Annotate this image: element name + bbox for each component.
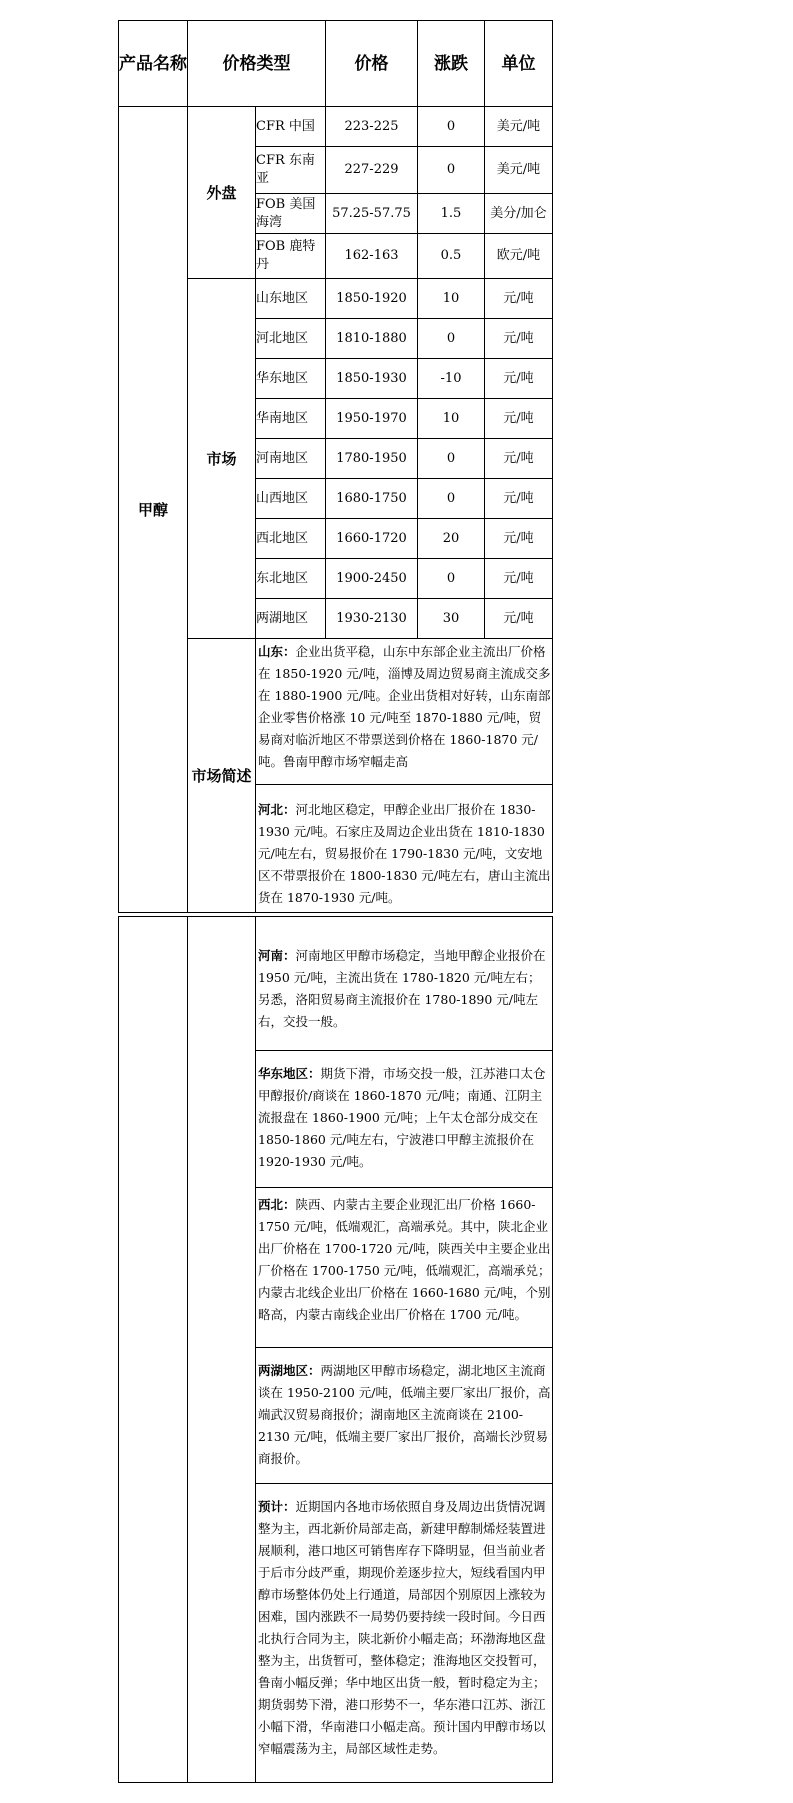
header-change: 涨跌 xyxy=(418,21,485,107)
row-label: 华南地区 xyxy=(256,399,326,439)
summary-region: 河北： xyxy=(258,802,296,817)
row-change: 0 xyxy=(418,319,485,359)
row-label: FOB 鹿特丹 xyxy=(256,234,326,279)
row-change: 30 xyxy=(418,599,485,639)
summary-hubei-hunan xyxy=(256,1348,553,1484)
summary-northwest xyxy=(256,1188,553,1348)
summary-text: 近期国内各地市场依照自身及周边出货情况调整为主，西北新价局部走高，新建甲醇制烯烃装置进展顺利，港口地区可销售库存下降明显，但当前业者于后市分歧严重，期现价差逐步拉大，短线看国内甲醇市场整体仍处上行通道，局部因个别原因上涨较为困难，国内涨跌不一局势仍要持续一段时间。今日西北执行合同为主，陕北新价小幅走高；环渤海地区盘整为主，出货暂可，整体稳定；淮海地区交投暂可，鲁南小幅反弹；华中地区出货一般，暂时稳定为主；期货弱势下滑，港口形势不一，华东港口江苏、浙江小幅下滑，华南港口小幅走高。预计国内甲醇市场以窄幅震荡为主，局部区域性走势。 xyxy=(258,1499,546,1756)
row-change: 0 xyxy=(418,559,485,599)
summary-region: 山东： xyxy=(258,644,296,659)
summary-region: 西北： xyxy=(258,1197,296,1212)
row-unit: 元/吨 xyxy=(485,399,553,439)
row-price: 162-163 xyxy=(326,234,418,279)
row-label: 河北地区 xyxy=(256,319,326,359)
row-change: 1.5 xyxy=(418,194,485,234)
row-price: 1810-1880 xyxy=(326,319,418,359)
header-price-type: 价格类型 xyxy=(188,21,326,107)
row-unit: 元/吨 xyxy=(485,319,553,359)
header-unit: 单位 xyxy=(485,21,553,107)
row-unit: 欧元/吨 xyxy=(485,234,553,279)
summary-east-china xyxy=(256,1051,553,1188)
product-cell: 甲醇 xyxy=(119,107,188,913)
row-change: 10 xyxy=(418,399,485,439)
header-price: 价格 xyxy=(326,21,418,107)
row-label: 东北地区 xyxy=(256,559,326,599)
row-price: 1950-1970 xyxy=(326,399,418,439)
row-price: 227-229 xyxy=(326,147,418,194)
row-price: 1850-1920 xyxy=(326,279,418,319)
row-label: 山东地区 xyxy=(256,279,326,319)
summary-text: 陕西、内蒙古主要企业现汇出厂价格 1660-1750 元/吨，低端观汇，高端承兑。其中，陕北企业出厂价格在 1700-1720 元/吨，陕西关中主要企业出厂价格在 1700-1750 元/吨，低端观汇，高端承兑；内蒙古北线企业出厂价格在 1660-1680 元/吨，个别略高，内蒙古南线企业出厂价格在 1700 元/吨。 xyxy=(258,1197,551,1322)
summary-henan xyxy=(256,917,553,1051)
row-label: 西北地区 xyxy=(256,519,326,559)
row-price: 57.25-57.75 xyxy=(326,194,418,234)
summary-shandong xyxy=(256,639,553,785)
row-price: 1850-1930 xyxy=(326,359,418,399)
row-label: 山西地区 xyxy=(256,479,326,519)
row-change: 0.5 xyxy=(418,234,485,279)
price-table-part2 xyxy=(118,916,553,1783)
summary-text: 河北地区稳定，甲醇企业出厂报价在 1830-1930 元/吨。石家庄及周边企业出货在 1810-1830 元/吨左右，贸易报价在 1790-1830 元/吨，文安地区不带票报价在 1800-1830 元/吨左右，唐山主流出货在 1870-1930 元/吨。 xyxy=(258,802,551,905)
summary-text: 期货下滑，市场交投一般，江苏港口太仓甲醇报价/商谈在 1860-1870 元/吨；南通、江阴主流报盘在 1860-1900 元/吨；上午太仓部分成交在 1850-1860 元/吨左右，宁波港口甲醇主流报价在 1920-1930 元/吨。 xyxy=(258,1066,546,1169)
row-unit: 美元/吨 xyxy=(485,107,553,147)
summary-forecast xyxy=(256,1484,553,1783)
row-unit: 元/吨 xyxy=(485,559,553,599)
summary-region: 河南： xyxy=(258,948,296,963)
row-label: FOB 美国海湾 xyxy=(256,194,326,234)
row-unit: 元/吨 xyxy=(485,479,553,519)
row-unit: 元/吨 xyxy=(485,359,553,399)
summary-text: 两湖地区甲醇市场稳定，湖北地区主流商谈在 1950-2100 元/吨，低端主要厂家出厂报价，高端武汉贸易商报价；湖南地区主流商谈在 2100-2130 元/吨，低端主要厂家出厂报价，高端长沙贸易商报价。 xyxy=(258,1363,551,1466)
continued-product-cell xyxy=(119,917,188,1783)
row-price: 223-225 xyxy=(326,107,418,147)
row-change: 10 xyxy=(418,279,485,319)
header-product-name: 产品名称 xyxy=(119,21,188,107)
price-table-part1 xyxy=(118,20,553,913)
row-label: CFR 东南亚 xyxy=(256,147,326,194)
row-price: 1900-2450 xyxy=(326,559,418,599)
row-label: 河南地区 xyxy=(256,439,326,479)
summary-text: 河南地区甲醇市场稳定，当地甲醇企业报价在 1950 元/吨，主流出货在 1780-1820 元/吨左右；另悉，洛阳贸易商主流报价在 1780-1890 元/吨左右，交投一般。 xyxy=(258,948,546,1029)
row-label: 两湖地区 xyxy=(256,599,326,639)
row-unit: 元/吨 xyxy=(485,599,553,639)
row-change: 0 xyxy=(418,107,485,147)
row-price: 1780-1950 xyxy=(326,439,418,479)
summary-region: 两湖地区： xyxy=(258,1363,321,1378)
summary-region: 华东地区： xyxy=(258,1066,321,1081)
row-unit: 美元/吨 xyxy=(485,147,553,194)
row-price: 1680-1750 xyxy=(326,479,418,519)
row-unit: 元/吨 xyxy=(485,279,553,319)
group-market: 市场 xyxy=(188,279,256,639)
group-foreign: 外盘 xyxy=(188,107,256,279)
summary-region: 预计： xyxy=(258,1499,296,1514)
row-unit: 元/吨 xyxy=(485,519,553,559)
summary-hebei xyxy=(256,785,553,913)
group-summary: 市场简述 xyxy=(188,639,256,913)
continued-group-cell xyxy=(188,917,256,1783)
summary-text: 企业出货平稳，山东中东部企业主流出厂价格在 1850-1920 元/吨，淄博及周边贸易商主流成交多在 1880-1900 元/吨。企业出货相对好转，山东南部企业零售价格涨 10 元/吨至 1870-1880 元/吨，贸易商对临沂地区不带票送到价格在 1860-1870 元/吨。鲁南甲醇市场窄幅走高 xyxy=(258,644,551,769)
row-price: 1930-2130 xyxy=(326,599,418,639)
row-unit: 元/吨 xyxy=(485,439,553,479)
row-change: 0 xyxy=(418,479,485,519)
row-change: 0 xyxy=(418,147,485,194)
row-label: CFR 中国 xyxy=(256,107,326,147)
row-change: 20 xyxy=(418,519,485,559)
row-unit: 美分/加仑 xyxy=(485,194,553,234)
row-label: 华东地区 xyxy=(256,359,326,399)
row-change: 0 xyxy=(418,439,485,479)
row-change: -10 xyxy=(418,359,485,399)
row-price: 1660-1720 xyxy=(326,519,418,559)
